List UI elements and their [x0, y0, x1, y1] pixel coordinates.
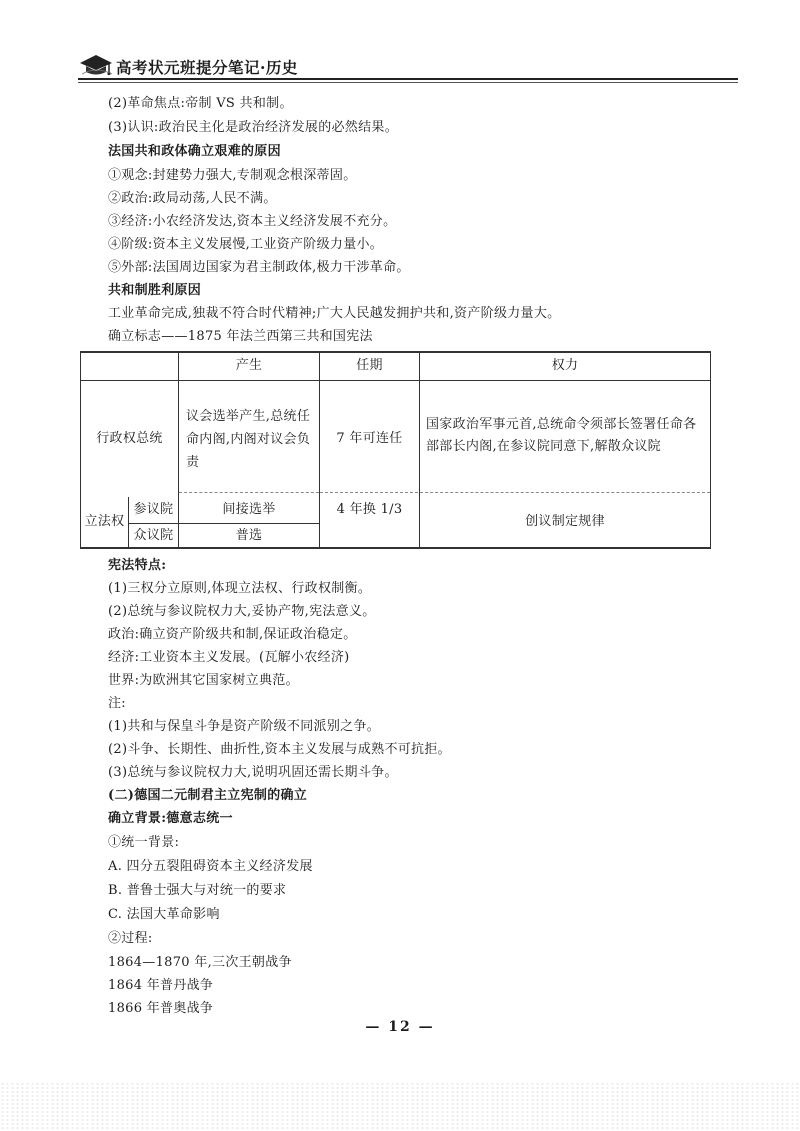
senate-label: 参议院: [133, 502, 174, 517]
section-heading: 确立背景:德意志统一: [108, 811, 233, 826]
legislative-label: 立法权: [84, 514, 125, 529]
senate-term: 4 年换 1/3: [336, 502, 403, 517]
constitution-table: [80, 351, 711, 548]
senate-origin: 间接选举: [222, 502, 276, 517]
text-line: (2)斗争、长期性、曲折性,资本主义发展与成熟不可抗拒。: [108, 742, 451, 757]
text-line: (1)共和与保皇斗争是资产阶级不同派别之争。: [108, 719, 381, 734]
text-line: 1866 年普奥战争: [108, 1001, 214, 1016]
section-heading: 法国共和政体确立艰难的原因: [108, 144, 281, 159]
text-line: ②过程:: [108, 931, 153, 946]
header-rule: [78, 78, 738, 80]
text-line: 1864 年普丹战争: [108, 978, 214, 993]
section-heading: 共和制胜利原因: [108, 283, 202, 298]
page-header: [78, 50, 738, 80]
house-origin: 普选: [235, 527, 263, 543]
text-line: (1)三权分立原则,体现立法权、行政权制衡。: [108, 581, 372, 596]
executive-origin: 议会选举产生,总统任命内阁,内阁对议会负责: [186, 408, 311, 470]
section-heading: 宪法特点:: [108, 558, 167, 573]
text-line: 世界:为欧洲其它国家树立典范。: [108, 673, 299, 688]
text-line: ③经济:小农经济发达,资本主义经济发展不充分。: [108, 214, 397, 229]
text-line: (2)总统与参议院权力大,妥协产物,宪法意义。: [108, 604, 376, 619]
table-header-origin: 产生: [235, 358, 263, 373]
text-line: (3)总统与参议院权力大,说明巩固还需长期斗争。: [108, 765, 398, 780]
executive-term: 7 年可连任: [336, 431, 403, 446]
text-line: C. 法国大革命影响: [108, 907, 220, 922]
executive-power: 国家政治军事元首,总统命令须部长签署任命各部部长内阁,在参议院同意下,解散众议院: [426, 417, 697, 454]
scan-noise-band: [0, 1082, 800, 1131]
section-heading: (二)德国二元制君主立宪制的确立: [108, 788, 308, 803]
header-title: 高考状元班提分笔记·历史: [116, 58, 298, 77]
executive-label: 行政权总统: [96, 431, 163, 446]
legislative-power: 创议制定规律: [525, 514, 605, 529]
text-line: ④阶级:资本主义发展慢,工业资产阶级力量小。: [108, 237, 384, 252]
text-line: 政治:确立资产阶级共和制,保证政治稳定。: [108, 627, 357, 642]
graduation-cap-icon: [78, 52, 114, 76]
text-line: 确立标志——1875 年法兰西第三共和国宪法: [108, 329, 373, 344]
table-header-power: 权力: [551, 358, 579, 373]
text-line: ①统一背景:: [108, 835, 180, 850]
page-number: — 12 —: [365, 1019, 435, 1035]
text-line: ⑤外部:法国周边国家为君主制政体,极力干涉革命。: [108, 260, 410, 275]
text-line: B. 普鲁士强大与对统一的要求: [108, 883, 287, 898]
text-line: ①观念:封建势力强大,专制观念根深蒂固。: [108, 168, 357, 183]
text-line: ②政治:政局动荡,人民不满。: [108, 191, 277, 206]
header-rule-thin: [78, 82, 738, 83]
text-line: A. 四分五裂阻碍资本主义经济发展: [108, 859, 313, 874]
text-line: 工业革命完成,独裁不符合时代精神;广大人民越发拥护共和,资产阶级力量大。: [108, 306, 561, 321]
text-line: 经济:工业资本主义发展。(瓦解小农经济): [108, 650, 350, 665]
table-header-term: 任期: [356, 358, 383, 373]
house-label: 众议院: [133, 527, 174, 543]
text-line: 1864—1870 年,三次王朝战争: [108, 955, 292, 970]
text-line: (2)革命焦点:帝制 VS 共和制。: [108, 96, 293, 111]
text-line: 注:: [108, 696, 126, 711]
text-line: (3)认识:政治民主化是政治经济发展的必然结果。: [108, 120, 398, 135]
